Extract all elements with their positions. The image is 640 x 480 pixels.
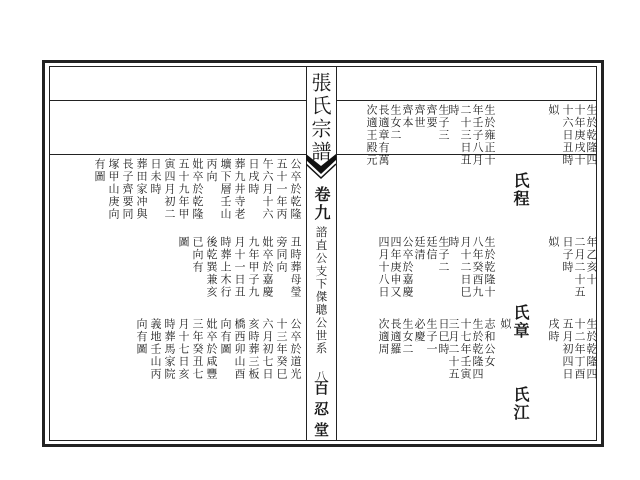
- genealogy-column: 午六月十六: [261, 158, 274, 221]
- genealogy-column: 二十三日丑: [459, 104, 472, 167]
- genealogy-column: 寅四月初二: [163, 158, 176, 221]
- genealogy-column: 廷清: [413, 236, 426, 261]
- genealogy-column: 十六日丑時: [561, 104, 574, 167]
- fishtail-ornament: [306, 154, 336, 180]
- genealogy-column: 長適章有萬: [377, 104, 390, 167]
- genealogy-column: 姒: [499, 318, 512, 331]
- genealogy-column: 葬田家冲與: [135, 158, 148, 221]
- genealogy-column: 月十一日丑: [233, 236, 246, 299]
- genealogy-column: 旁同向: [275, 236, 288, 274]
- genealogy-column: 生子三: [437, 104, 450, 142]
- genealogy-column: 妣卒於乾隆: [191, 158, 204, 221]
- spine-right-rule: [336, 66, 337, 441]
- genealogy-column: 志和公女: [483, 318, 496, 368]
- genealogy-column: 公卒於嘉慶: [401, 236, 414, 299]
- genealogy-column: 時葬馬家院: [163, 318, 176, 381]
- genealogy-column: 向有圖: [135, 318, 148, 356]
- genealogy-column: 時: [447, 236, 460, 249]
- ancestor-name: 氏程: [511, 172, 530, 208]
- genealogy-column: 圖: [177, 236, 190, 249]
- genealogy-column: 塚甲山庚向: [107, 158, 120, 221]
- genealogy-column: 丑時葬母瑩: [289, 236, 302, 299]
- genealogy-column: 時葬上木行: [219, 236, 232, 299]
- genealogy-column: 生於乾隆四: [471, 318, 484, 381]
- genealogy-column: 五月初四日: [561, 318, 574, 381]
- genealogy-column: 十二年丁酉: [573, 318, 586, 381]
- genealogy-column: 必慶: [413, 318, 426, 343]
- left-entry-rule: [49, 154, 307, 155]
- genealogy-column: 齊要: [425, 104, 438, 129]
- genealogy-column: 生於雍正十: [483, 104, 496, 167]
- ancestor-name: 氏章: [511, 304, 530, 340]
- genealogy-column: 葬九井寺老: [233, 158, 246, 221]
- genealogy-column: 八年癸酉九: [471, 236, 484, 299]
- genealogy-column: 壙下層壬山: [219, 158, 232, 221]
- genealogy-column: 十七年壬寅: [459, 318, 472, 381]
- genealogy-column: 生女二: [401, 318, 414, 356]
- genealogy-column: 妣卒於嘉慶: [261, 236, 274, 299]
- genealogy-column: 姒: [547, 236, 560, 249]
- genealogy-column: 生子一: [425, 318, 438, 356]
- genealogy-column: 五十一年丙: [275, 158, 288, 221]
- genealogy-column: 四年庚申又: [389, 236, 402, 299]
- genealogy-column: 丙向: [205, 158, 218, 183]
- genealogy-column: 月十二日巳: [459, 236, 472, 299]
- genealogy-column: 日子時: [561, 236, 574, 274]
- genealogy-column: 生於乾隆四: [585, 104, 598, 167]
- genealogy-column: 月十七日亥: [177, 318, 190, 381]
- ancestor-name: 氏江: [511, 386, 530, 422]
- genealogy-column: 姒: [547, 104, 560, 117]
- genealogy-column: 齊本: [401, 104, 414, 129]
- genealogy-column: 已向有: [191, 236, 204, 274]
- genealogy-column: 九年甲子九: [247, 236, 260, 299]
- spine-hall-name: 百忍堂: [312, 380, 330, 443]
- left-header-rule: [49, 100, 307, 101]
- genealogy-column: 長子齊要同: [121, 158, 134, 221]
- genealogy-column: 四月十八日: [377, 236, 390, 299]
- spine-left-rule: [306, 66, 307, 441]
- genealogy-column: 長適羅: [389, 318, 402, 356]
- genealogy-column: 三年癸丑七: [191, 318, 204, 381]
- genealogy-column: 亥時葬三板: [247, 318, 260, 381]
- genealogy-column: 齊世: [413, 104, 426, 129]
- genealogy-column: 三月二十五: [447, 318, 460, 381]
- genealogy-column: 公卒於道光: [289, 318, 302, 381]
- right-header-rule: [336, 100, 597, 101]
- genealogy-column: 六月初七日: [261, 318, 274, 381]
- genealogy-column: 後乾巽兼亥: [205, 236, 218, 299]
- genealogy-column: 妣卒於咸豐: [205, 318, 218, 381]
- genealogy-column: 向有圖: [219, 318, 232, 356]
- genealogy-column: 年壬子八月: [471, 104, 484, 167]
- genealogy-column: 十年庚戌十: [573, 104, 586, 167]
- genealogy-column: 日巳時: [437, 318, 450, 356]
- genealogy-column: 戌時: [547, 318, 560, 343]
- genealogy-column: 橋西卯山酉: [233, 318, 246, 381]
- genealogy-column: 日戌時: [247, 158, 260, 196]
- spine-volume: 卷九: [312, 186, 331, 222]
- genealogy-column: 生女二: [389, 104, 402, 142]
- genealogy-column: 義地壬山丙: [149, 318, 162, 381]
- spine-subtitle: 諮直公支下傑聰公世系 八: [314, 226, 329, 384]
- genealogy-column: 生於乾隆十: [483, 236, 496, 299]
- genealogy-column: 生子二: [437, 236, 450, 274]
- genealogy-column: 有圖: [93, 158, 106, 183]
- genealogy-column: 次適周: [377, 318, 390, 356]
- genealogy-column: 五十九年甲: [177, 158, 190, 221]
- genealogy-column: 年乙亥十: [585, 236, 598, 286]
- genealogy-column: 時: [447, 104, 460, 117]
- genealogy-column: 日未時: [149, 158, 162, 196]
- genealogy-column: 公卒於乾隆: [289, 158, 302, 221]
- genealogy-column: 廷信: [425, 236, 438, 261]
- genealogy-column: 二月二十五: [573, 236, 586, 299]
- spine-title: 張氏宗譜: [308, 72, 332, 164]
- genealogy-column: 生於乾隆四: [585, 318, 598, 381]
- genealogy-column: 次適王殿元: [365, 104, 378, 167]
- genealogy-column: 十三年癸巳: [275, 318, 288, 381]
